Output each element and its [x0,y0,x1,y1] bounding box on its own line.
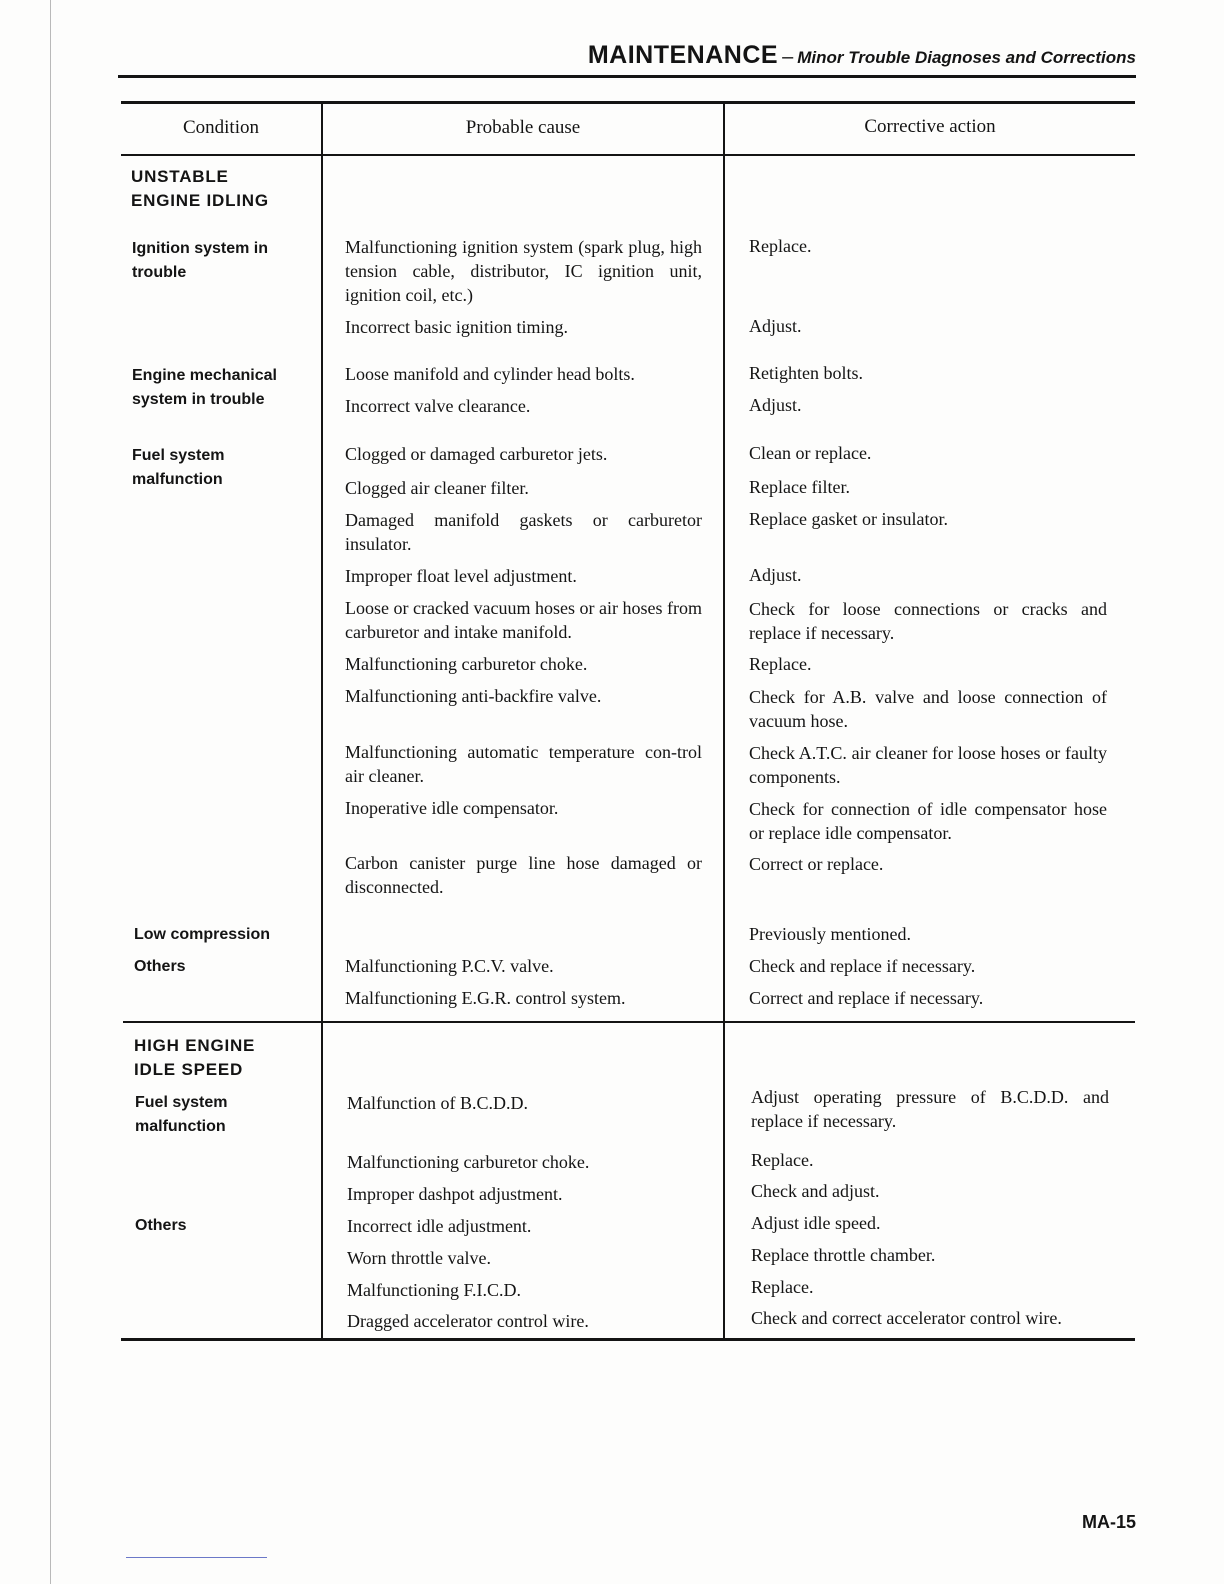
cause-cell: Clogged air cleaner filter. [345,478,529,498]
cause-cell: Carbon canister purge line hose damaged or disconnected. [345,853,702,897]
action-cell: Replace. [749,236,812,256]
cause-cell: Malfunction of B.C.D.D. [347,1093,528,1113]
cause-cell: Damaged manifold gaskets or carburetor insulator. [345,510,702,554]
group-title-unstable-idling: UNSTABLE ENGINE IDLING [131,167,269,210]
cause-cell: Inoperative idle compensator. [345,798,559,818]
condition-engine-mechanical: Engine mechanical system in trouble [132,367,277,408]
condition-others: Others [134,958,186,975]
column-header-probable-cause: Probable cause [465,117,581,138]
action-cell: Replace. [749,654,812,674]
cause-cell: Malfunctioning anti-backfire valve. [345,686,602,706]
action-cell: Previously mentioned. [749,924,911,944]
header-rule [118,75,1136,78]
column-header-condition: Condition [182,117,259,138]
table-group-divider [123,1021,1135,1023]
header-separator: – [782,46,794,68]
cause-cell: Dragged accelerator control wire. [347,1311,589,1331]
cause-cell: Malfunctioning carburetor choke. [347,1152,590,1172]
cause-cell: Improper dashpot adjustment. [347,1184,563,1204]
cause-cell: Malfunctioning ignition system (spark plug, high tension cable, distributor, IC ignition unit, ignition coil, etc.) [345,237,702,305]
cause-cell: Malfunctioning F.I.C.D. [347,1280,522,1300]
binder-margin-line [50,0,51,1584]
condition-fuel-system: Fuel system malfunction [135,1094,228,1135]
action-cell: Check and replace if necessary. [749,956,976,976]
action-cell: Check and adjust. [751,1181,880,1201]
action-cell: Adjust idle speed. [751,1213,881,1233]
action-cell: Replace gasket or insulator. [749,509,948,529]
column-divider [321,101,323,1341]
action-cell: Replace throttle chamber. [751,1245,936,1265]
page-header [588,41,1136,70]
action-cell: Replace filter. [749,477,850,497]
action-cell: Adjust. [749,316,802,336]
action-cell: Check for loose connections or cracks and replace if necessary. [749,599,1107,643]
cause-cell: Malfunctioning P.C.V. valve. [345,956,554,976]
cause-cell: Improper float level adjustment. [345,566,577,586]
action-cell: Adjust operating pressure of B.C.D.D. and replace if necessary. [751,1087,1109,1131]
page-number: MA-15 [1081,1512,1136,1532]
cause-cell: Incorrect idle adjustment. [347,1216,532,1236]
column-divider [723,101,725,1341]
action-cell: Replace. [751,1150,814,1170]
action-cell: Clean or replace. [749,443,872,463]
cause-cell: Incorrect valve clearance. [345,396,531,416]
table-header-rule [121,154,1135,156]
action-cell: Check for connection of idle compensator hose or replace idle compensator. [749,799,1107,843]
action-cell: Retighten bolts. [749,363,863,383]
action-cell: Adjust. [749,565,802,585]
cause-cell: Malfunctioning automatic temperature con-trol air cleaner. [345,742,702,786]
cause-cell: Malfunctioning carburetor choke. [345,654,588,674]
column-header-corrective-action: Corrective action [864,116,996,137]
cause-cell: Clogged or damaged carburetor jets. [345,444,608,464]
action-cell: Replace. [751,1277,814,1297]
action-cell: Correct or replace. [749,854,884,874]
table-bottom-rule [121,1338,1135,1341]
footer-line [126,1557,267,1558]
condition-low-compression: Low compression [134,926,271,943]
action-cell: Correct and replace if necessary. [749,988,984,1008]
action-cell: Check A.T.C. air cleaner for loose hoses or faulty components. [749,743,1107,787]
cause-cell: Incorrect basic ignition timing. [345,317,568,337]
condition-fuel-system: Fuel system malfunction [132,447,225,488]
section-title: MAINTENANCE [587,41,779,69]
cause-cell: Loose or cracked vacuum hoses or air hoses from carburetor and intake manifold. [345,598,702,642]
cause-cell: Malfunctioning E.G.R. control system. [345,988,626,1008]
action-cell: Check and correct accelerator control wire. [751,1308,1062,1328]
cause-cell: Loose manifold and cylinder head bolts. [345,364,635,384]
table-top-rule [121,101,1135,104]
action-cell: Adjust. [749,395,802,415]
group-title-high-idle-speed: HIGH ENGINE IDLE SPEED [134,1036,256,1079]
condition-ignition-system: Ignition system in trouble [132,240,269,281]
cause-cell: Worn throttle valve. [347,1248,492,1268]
condition-others: Others [135,1217,187,1234]
section-subtitle: Minor Trouble Diagnoses and Corrections [797,48,1136,67]
action-cell: Check for A.B. valve and loose connection of vacuum hose. [749,687,1107,731]
